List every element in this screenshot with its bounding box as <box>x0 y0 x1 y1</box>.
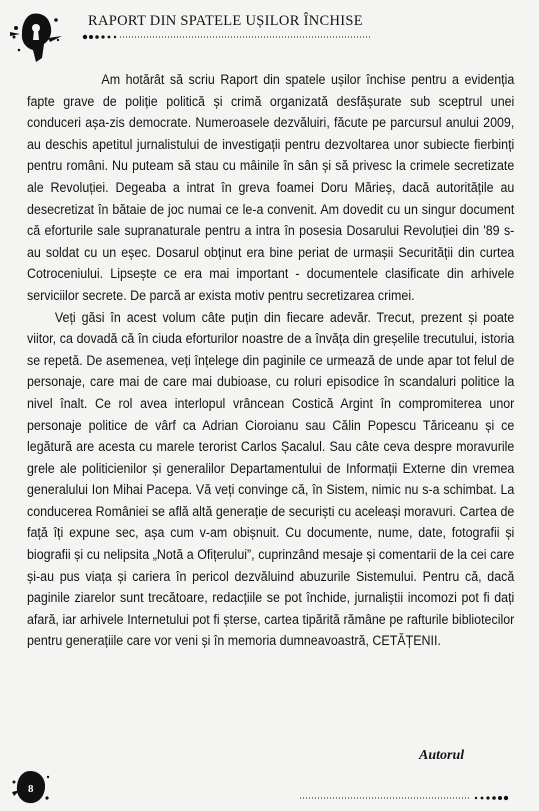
page-number: 8 <box>28 783 34 795</box>
main-text <box>27 69 514 652</box>
running-header-title: RAPORT DIN SPATELE UȘILOR ÎNCHISE <box>88 13 363 29</box>
page-header <box>0 0 539 62</box>
footer-dotted-rule <box>300 795 520 801</box>
header-dotted-rule <box>82 34 372 40</box>
paragraph: Veți găsi în acest volum câte puțin din fiecare adevăr. Trecut, prezent și poate viitor, ca dovadă că în ciuda eforturilor noastre de a învăța din greșelile trecutului, istoria se repetă. De asemenea, veți înțelege din paginile ce urmează de unde apar tot felul de personaje, care mai de care mai dubioase, cu roluri episodice în scandaluri politice la nivel înalt. Ce rol avea interlopul vrâncean Costică Argint în compromiterea unor personaje politice de vârf ca Adrian Cioroianu sau Călin Popescu Tăriceanu și ce legătură are acesta cu marele terorist Carlos Șacalul. Sau câte ceva despre moravurile grele ale politicienilor și generalilor Departamentului de Informații Externe din vremea generalului Ion Mihai Pacepa. Vă veți convinge că, în Sistem, nimic nu s-a schimbat. La conducerea României se află altă generație de securiști cu aceleași moravuri. Cartea de față îți expune sec, așa cum v-am obișnuit. Cu documente, nume, date, fotografii și biografii și cu nelipsita „Notă a Ofițerului”, cuprinzând mesaje și comentarii de la cei care și-au pus viața și cariera în pericol dezvăluind abuzurile Sistemului. Pentru că, dacă paginile ziarelor sunt trecătoare, redacțiile se pot închide, jurnaliștii incomozi pot fi dați afară, iar arhivele Internetului pot fi șterse, cartea tipărită rămâne pe rafturile bibliotecilor pentru generațiile care vor veni și în memoria dumneavoastră, CETĂȚENII. <box>27 309 515 649</box>
paragraph: Am hotărât să scriu Raport din spatele ușilor închise pentru a evidenția fapte grave de poliție politică și crimă organizată desfășurate sub sceptrul unei conduceri așa-zis democrate. Numeroasele dezvăluiri, făcute pe parcursul anului 2009, au deschis apetitul jurnalistului de investigații pentru dezvoltarea unor subiecte fierbinți pentru români. Nu puteam să stau cu mâinile în sân și să privesc la crimele secretizate ale Revoluției. Degeaba a intrat în greva foamei Doru Mărieș, dacă autoritățile au desecretizat în bătaie de joc numai ce le-a convenit. Am dovedit cu un singur document că eforturile sale supranaturale pentru a intra în posesia Dosarului Revoluției din '89 s-au soldat cu un eșec. Dosarul obținut era bine periat de urmașii Securității din curtea Cotroceniului. Lipsește ce era mai important - documentele clasificate din arhivele serviciilor secrete. De parcă ar exista motiv pentru secretizarea crimei. <box>27 72 515 303</box>
ink-blot-keyhole-icon <box>6 10 68 68</box>
author-signature: Autorul <box>419 748 465 763</box>
page-footer <box>0 760 539 811</box>
